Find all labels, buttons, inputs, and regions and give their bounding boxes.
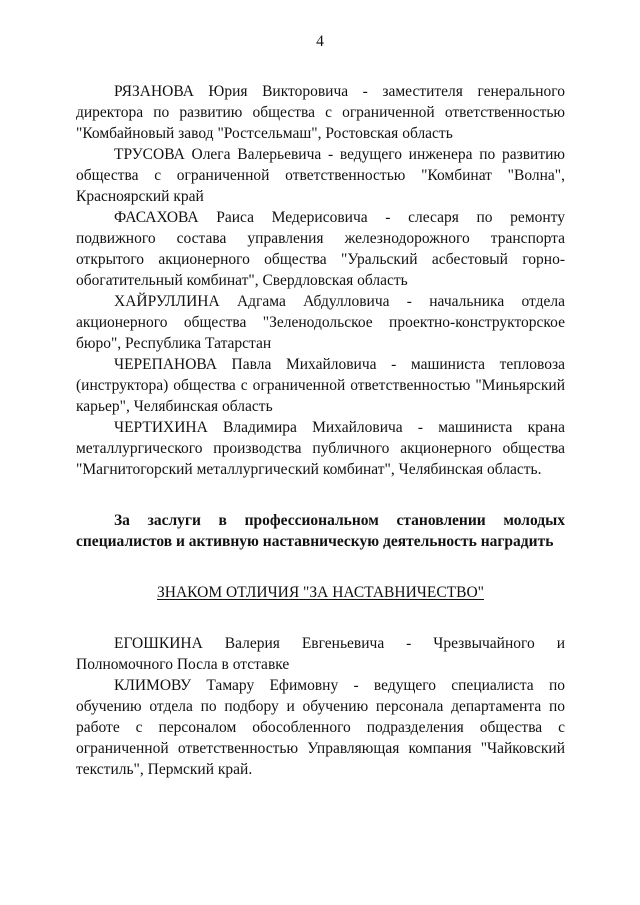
award-entry-fasakhov: ФАСАХОВА Раиса Медерисовича - слесаря по ремонту подвижного состава управления железнодорожного транспорта открытого акционерного общества "Уральский асбестовый горно-обогатительный комбинат", Свердловская область xyxy=(76,209,565,289)
award-entry-khayrullin: ХАЙРУЛЛИНА Адгама Абдулловича - начальника отдела акционерного общества "Зеленодольское проектно-конструкторское бюро", Республика Татарстан xyxy=(76,293,565,352)
award-entry-chertikhin: ЧЕРТИХИНА Владимира Михайловича - машиниста крана металлургического производства публичного акционерного общества "Магнитогорский металлургический комбинат", Челябинская область. xyxy=(76,419,565,478)
document-body xyxy=(76,81,565,780)
award-entry-cherepanov: ЧЕРЕПАНОВА Павла Михайловича - машиниста тепловоза (инструктора) общества с ограниченной ответственностью "Миньярский карьер", Челябинская область xyxy=(76,356,565,415)
award-entry-trusov: ТРУСОВА Олега Валерьевича - ведущего инженера по развитию общества с ограниченной ответственностью "Комбинат "Волна", Красноярский край xyxy=(76,146,565,205)
award-entry-klimova: КЛИМОВУ Тамару Ефимовну - ведущего специалиста по обучению отдела по подбору и обучению персонала департамента по работе с персоналом обособленного подразделения общества с ограниченной ответственностью Управляющая компания "Чайковский текстиль", Пермский край. xyxy=(76,677,565,778)
page-number: 4 xyxy=(316,33,324,50)
award-entry-egoshkin: ЕГОШКИНА Валерия Евгеньевича - Чрезвычайного и Полномочного Посла в отставке xyxy=(76,635,565,673)
award-heading: За заслуги в профессиональном становлении молодых специалистов и активную наставническую деятельность наградить xyxy=(76,512,565,550)
award-title: ЗНАКОМ ОТЛИЧИЯ "ЗА НАСТАВНИЧЕСТВО" xyxy=(157,584,484,601)
award-entry-ryazanov: РЯЗАНОВА Юрия Викторовича - заместителя генерального директора по развитию общества с ограниченной ответственностью "Комбайновый завод "Ростсельмаш", Ростовская область xyxy=(76,83,565,142)
